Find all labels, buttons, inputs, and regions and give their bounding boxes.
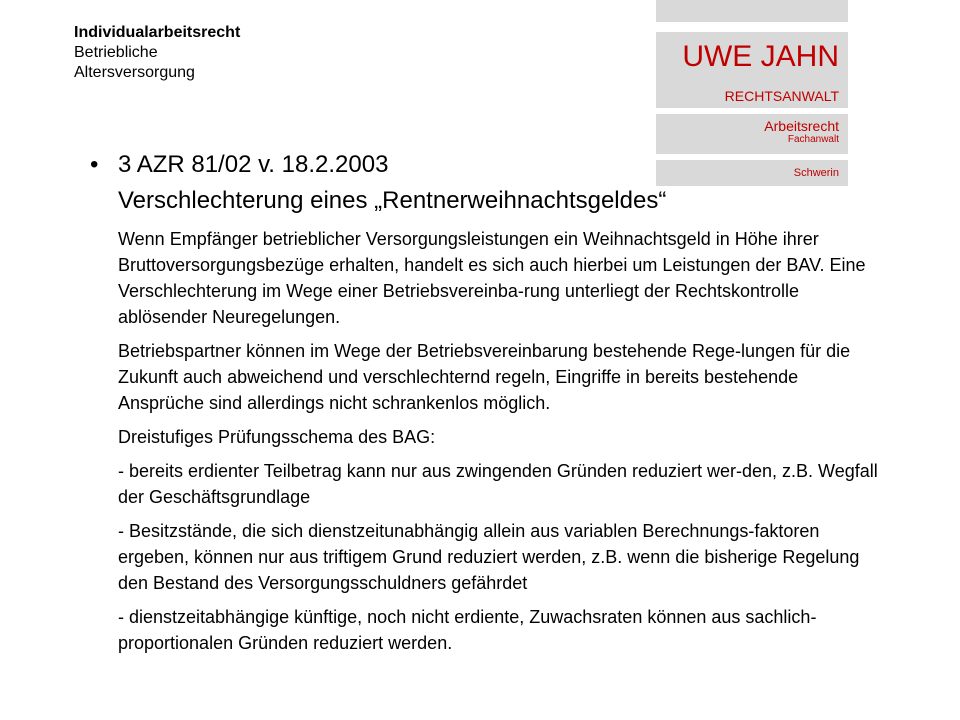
paragraph-schema-heading: Dreistufiges Prüfungsschema des BAG:	[118, 427, 436, 447]
brand-box-top	[656, 0, 848, 22]
case-title: Verschlechterung eines „Rentnerweihnachtsgeldes“	[118, 187, 667, 214]
case-bullet	[90, 150, 880, 180]
header-title: Individualarbeitsrecht	[74, 24, 241, 41]
lawyer-name: UWE JAHN	[682, 40, 839, 73]
office-city: Schwerin	[793, 167, 839, 179]
lawyer-role: RECHTSANWALT	[724, 88, 839, 104]
paragraph-intro: Wenn Empfänger betrieblicher Versorgungsleistungen ein Weihnachtsgeld in Höhe ihrer Bruttoversorgungsbezüge erhalten, handelt es sich auch hierbei um Leistungen der BAV. Eine Verschlechterung im Wege einer Betriebsvereinba-rung unterliegt der Rechtskontrolle ablösender Neuregelungen.	[118, 229, 866, 327]
paragraph-stage-3: - dienstzeitabhängige künftige, noch nicht erdiente, Zuwachsraten können aus sachlich-proportionalen Gründen reduziert werden.	[118, 607, 817, 653]
case-reference: 3 AZR 81/02 v. 18.2.2003	[118, 151, 389, 178]
bullet-icon: •	[90, 151, 99, 178]
header-subtitle-line-2: Altersversorgung	[74, 64, 195, 81]
slide-header	[74, 23, 240, 83]
practice-area-sub: Fachanwalt	[787, 134, 839, 145]
brand-box-area	[656, 114, 848, 154]
paragraph-betriebspartner: Betriebspartner können im Wege der Betriebsvereinbarung bestehende Rege-lungen für die Zukunft auch abweichend und verschlechternd regeln, Eingriffe in bereits bestehende Ansprüche sind allerdings nicht schrankenlos möglich.	[118, 341, 851, 413]
brand-box-name	[656, 32, 848, 108]
paragraph-stage-2: - Besitzstände, die sich dienstzeitunabhängig allein aus variablen Berechnungs-faktoren ergeben, können nur aus triftigem Grund reduziert werden, z.B. wenn die bisherige Regelung den Bestand des Versorgungsschuldners gefährdet	[118, 521, 860, 593]
practice-area: Arbeitsrecht	[764, 118, 839, 134]
main-content	[90, 150, 880, 656]
paragraph-stage-1: - bereits erdienter Teilbetrag kann nur aus zwingenden Gründen reduziert wer-den, z.B. Wegfall der Geschäftsgrundlage	[118, 461, 878, 507]
header-subtitle-line-1: Betriebliche	[74, 44, 158, 61]
